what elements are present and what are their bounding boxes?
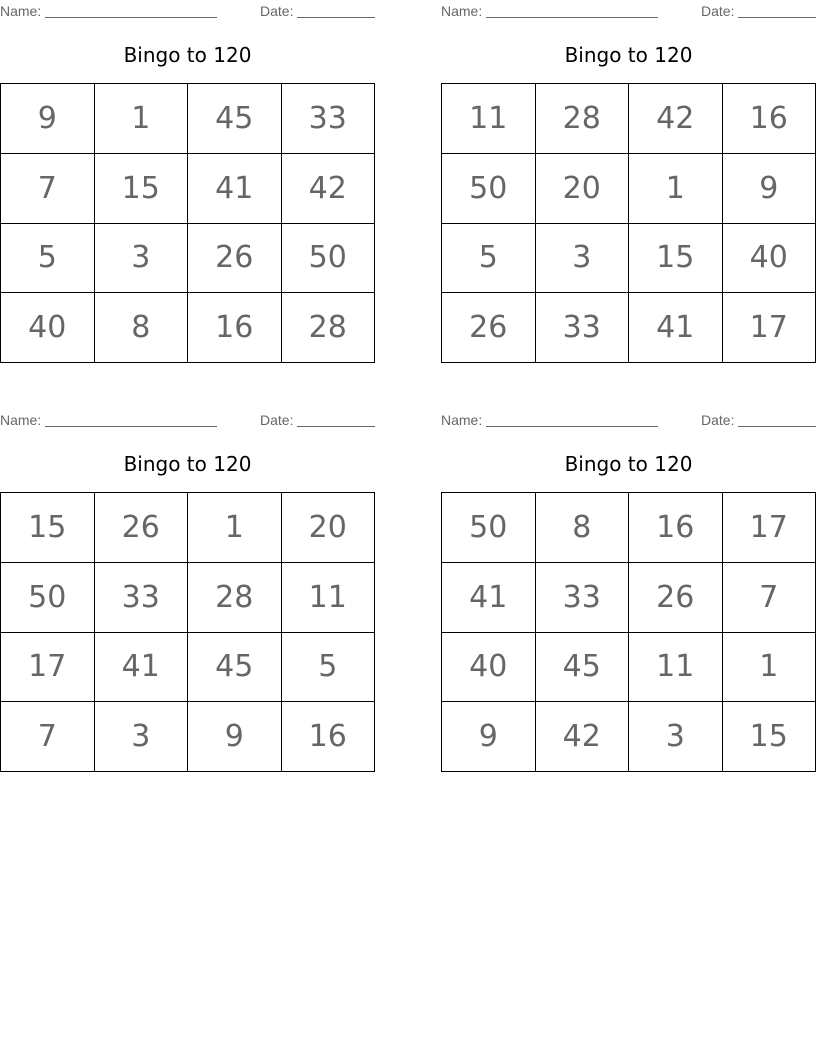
bingo-cell: 16	[188, 293, 282, 363]
bingo-cell: 11	[629, 633, 723, 703]
bingo-cell: 33	[536, 563, 630, 633]
bingo-cell: 1	[629, 154, 723, 224]
name-blank-line	[486, 17, 658, 18]
date-label: Date:	[701, 3, 735, 19]
bingo-grid	[0, 83, 375, 363]
bingo-cell: 42	[629, 84, 723, 154]
date-blank-line	[738, 17, 816, 18]
bingo-cell: 28	[536, 84, 630, 154]
date-label: Date:	[260, 3, 294, 19]
bingo-cell: 3	[629, 702, 723, 772]
bingo-cell: 26	[188, 224, 282, 294]
bingo-cell: 15	[723, 702, 816, 772]
bingo-cell: 9	[188, 702, 282, 772]
bingo-cell: 50	[282, 224, 376, 294]
bingo-cell: 40	[442, 633, 536, 703]
name-label: Name:	[0, 3, 42, 19]
name-label: Name:	[441, 3, 483, 19]
bingo-cell: 9	[1, 84, 95, 154]
bingo-cell: 9	[442, 702, 536, 772]
bingo-cell: 40	[723, 224, 816, 294]
bingo-cell: 17	[723, 293, 816, 363]
date-label: Date:	[260, 412, 294, 428]
bingo-cell: 5	[1, 224, 95, 294]
bingo-cell: 1	[188, 493, 282, 563]
bingo-cell: 17	[723, 493, 816, 563]
name-label: Name:	[441, 412, 483, 428]
bingo-cell: 41	[442, 563, 536, 633]
bingo-cell: 15	[1, 493, 95, 563]
date-blank-line	[738, 426, 816, 427]
bingo-cell: 11	[282, 563, 376, 633]
bingo-cell: 26	[95, 493, 189, 563]
bingo-cell: 42	[536, 702, 630, 772]
bingo-cell: 26	[629, 563, 723, 633]
bingo-cell: 5	[282, 633, 376, 703]
bingo-card	[441, 0, 816, 365]
bingo-cell: 16	[282, 702, 376, 772]
card-title: Bingo to 120	[564, 452, 693, 476]
bingo-cell: 42	[282, 154, 376, 224]
bingo-cell: 45	[536, 633, 630, 703]
name-blank-line	[45, 17, 217, 18]
bingo-cell: 41	[95, 633, 189, 703]
bingo-grid	[0, 492, 375, 772]
bingo-grid	[441, 492, 816, 772]
bingo-cell: 17	[1, 633, 95, 703]
bingo-cell: 45	[188, 84, 282, 154]
name-label: Name:	[0, 412, 42, 428]
bingo-cell: 45	[188, 633, 282, 703]
bingo-cell: 16	[629, 493, 723, 563]
date-label: Date:	[701, 412, 735, 428]
bingo-cell: 28	[282, 293, 376, 363]
bingo-cell: 7	[723, 563, 816, 633]
bingo-cell: 41	[188, 154, 282, 224]
bingo-cell: 28	[188, 563, 282, 633]
bingo-cell: 3	[95, 224, 189, 294]
bingo-cell: 9	[723, 154, 816, 224]
bingo-card	[441, 409, 816, 774]
card-title: Bingo to 120	[123, 452, 252, 476]
bingo-cell: 1	[723, 633, 816, 703]
bingo-cell: 50	[442, 493, 536, 563]
date-blank-line	[297, 426, 375, 427]
bingo-card	[0, 0, 375, 365]
name-blank-line	[486, 426, 658, 427]
bingo-cell: 50	[1, 563, 95, 633]
bingo-cell: 20	[536, 154, 630, 224]
date-blank-line	[297, 17, 375, 18]
bingo-cell: 16	[723, 84, 816, 154]
bingo-cell: 7	[1, 702, 95, 772]
bingo-grid	[441, 83, 816, 363]
bingo-cell: 33	[282, 84, 376, 154]
bingo-cell: 33	[536, 293, 630, 363]
name-blank-line	[45, 426, 217, 427]
bingo-cell: 41	[629, 293, 723, 363]
bingo-cell: 5	[442, 224, 536, 294]
bingo-cell: 40	[1, 293, 95, 363]
bingo-cell: 33	[95, 563, 189, 633]
bingo-card	[0, 409, 375, 774]
bingo-cell: 7	[1, 154, 95, 224]
bingo-cell: 3	[95, 702, 189, 772]
bingo-cell: 1	[95, 84, 189, 154]
bingo-cell: 26	[442, 293, 536, 363]
bingo-cell: 15	[629, 224, 723, 294]
bingo-cell: 20	[282, 493, 376, 563]
bingo-cell: 50	[442, 154, 536, 224]
card-title: Bingo to 120	[564, 43, 693, 67]
bingo-cell: 8	[536, 493, 630, 563]
bingo-cell: 11	[442, 84, 536, 154]
bingo-cell: 3	[536, 224, 630, 294]
bingo-cell: 15	[95, 154, 189, 224]
bingo-cell: 8	[95, 293, 189, 363]
card-title: Bingo to 120	[123, 43, 252, 67]
